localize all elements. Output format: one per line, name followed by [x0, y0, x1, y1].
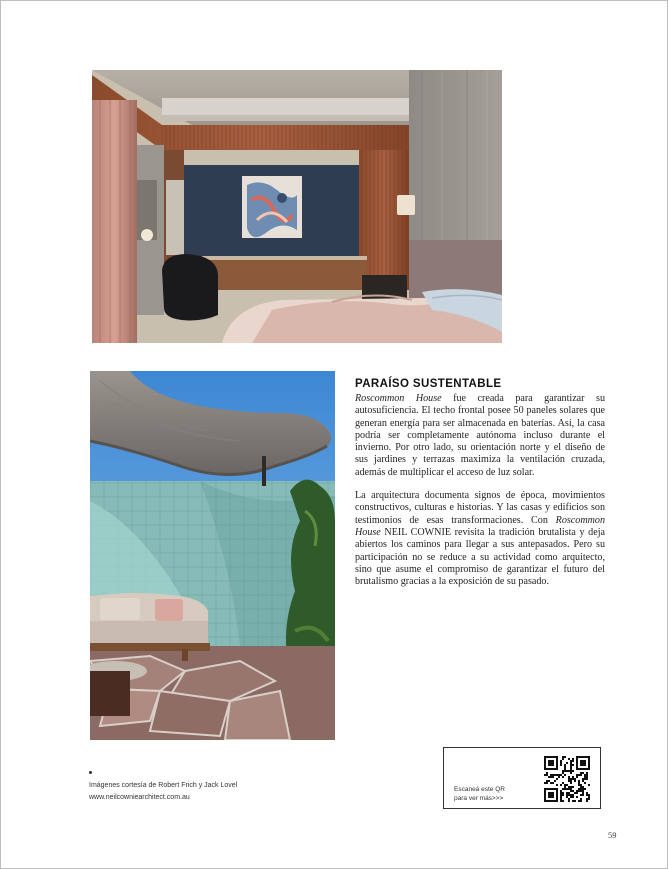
- project-name: Roscommon House: [355, 393, 442, 404]
- qr-caption-line-2: para ver más>>>: [454, 795, 504, 802]
- page-number: 59: [608, 830, 617, 840]
- article-paragraph-1: [355, 393, 605, 479]
- project-name: Roscommon House: [355, 514, 605, 538]
- article: [355, 378, 605, 599]
- photo-credit: Imágenes cortesía de Robert Frich y Jack Lovel: [89, 782, 238, 789]
- qr-caption-line-1: Escaneá este QR: [454, 786, 505, 793]
- paragraph-2-text-a: La arquitectura documenta signos de época, movimientos constructivos, culturas e historias. Y las casas y edificios son testimonios de esas transformaciones. Con: [355, 490, 605, 526]
- bedroom-photo: [92, 70, 502, 343]
- qr-caption: [454, 785, 534, 803]
- qr-code-icon[interactable]: [544, 756, 590, 802]
- credits: [89, 771, 329, 804]
- terrace-photo: [90, 371, 335, 740]
- article-heading: PARAÍSO SUSTENTABLE: [355, 378, 502, 390]
- qr-box: [443, 747, 601, 809]
- article-paragraph-2: [355, 490, 605, 588]
- paragraph-2-text-b: NEIL COWNIE revisita la tradición brutalista y deja abiertos los caminos para llegar a sus antepasados. Pero su participación no se reduce a su actividad como arquitecto, sino que asume el compromiso de garantizar el futuro del brutalismo gracias a la exposición de su pasado.: [355, 526, 605, 588]
- website-link[interactable]: www.neilcowniearchitect.com.au: [89, 794, 190, 801]
- paragraph-1-text: fue creada para garantizar su autosuficiencia. El techo frontal posee 50 paneles solares que generan energía para ser almacenada en baterías. Así, la casa podría ser completamente autónoma incluso durante el invierno. Por otro lado, su orientación norte y el diseño de sus jardines y terrazas maximiza la ventilación cruzada, además de multiplicar el acceso de luz solar.: [355, 393, 605, 478]
- bullet-icon: [89, 771, 92, 774]
